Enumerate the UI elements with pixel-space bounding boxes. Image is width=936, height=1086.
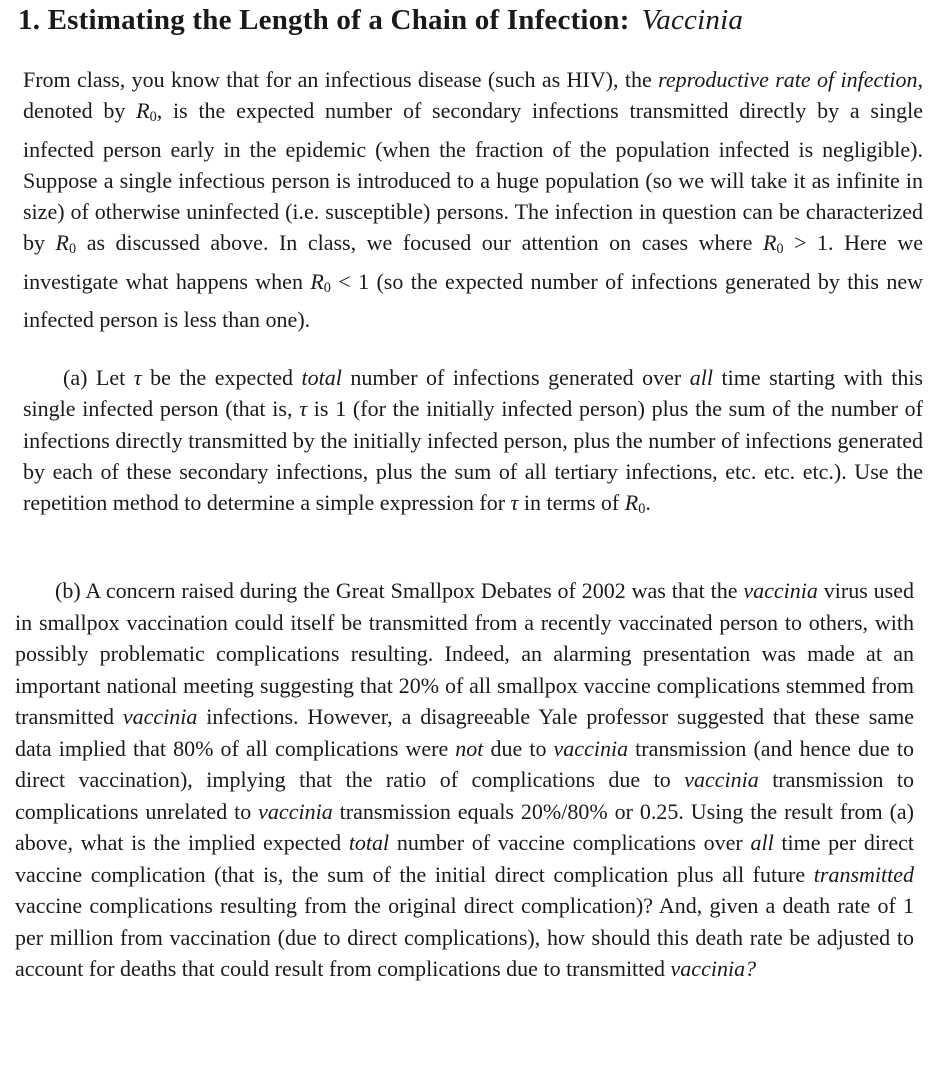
emphasis-total: total — [348, 830, 390, 855]
title-italic-word: Vaccinia — [641, 4, 744, 36]
term-vaccinia: vaccinia — [122, 704, 198, 729]
tau-symbol: τ — [510, 490, 519, 516]
tau-symbol: τ — [299, 396, 308, 422]
emphasis-transmitted: transmitted — [813, 861, 914, 887]
term-reproductive-rate: reproductive rate of infection — [658, 67, 918, 92]
part-a-paragraph: (a) Let τ be the expected total number of infections generated over all time starting with this single infected person (that is, τ is 1 (for the initially infected person) plus the sum of the number of infections directly transmitted by the initially infected person, plus the number of infections generated by each of these secondary infections, plus the sum of all tertiary infections, etc. etc. etc.). Use the repetition method to determine a simple expression for τ in terms of $R_0$. — [23, 365, 923, 518]
r0-symbol: $R_0$ — [310, 268, 331, 296]
r0-symbol: $R_0$ — [136, 98, 157, 126]
emphasis-all: all — [689, 365, 713, 390]
term-vaccinia: vaccinia — [553, 735, 629, 761]
emphasis-not: not — [455, 735, 484, 761]
problem-number: 1. — [18, 4, 41, 36]
problem-title — [18, 4, 743, 37]
title-text: Estimating the Length of a Chain of Infection: — [47, 4, 630, 36]
r0-symbol: $R_0$ — [762, 230, 784, 258]
term-vaccinia: vaccinia — [743, 578, 818, 603]
term-vaccinia: vaccinia — [684, 767, 759, 792]
term-vaccinia: vaccinia — [258, 798, 333, 824]
intro-paragraph: From class, you know that for an infectious disease (such as HIV), the reproductive rate of infection, denoted by $R_0$, is the expected number of secondary infections transmitted directly by a single infected person early in the epidemic (when the fraction of the population infected is negligible). Suppose a single infectious person is introduced to a huge population (so we will take it as infinite in size) of otherwise uninfected (i.e. susceptible) persons. The infection in question can be characterized by $R_0$ as discussed above. In class, we focused our attention on cases where $R_0 > 1$. Here we investigate what happens when $R_0 < 1$ (so the expected number of infections generated by this new infected person is less than one). — [23, 67, 924, 333]
part-b-paragraph: (b) A concern raised during the Great Smallpox Debates of 2002 was that the vaccinia virus used in smallpox vaccination could itself be transmitted from a recently vaccinated person to others, with possibly problematic complications resulting. Indeed, an alarming presentation was made at an important national meeting suggesting that 20% of all smallpox vaccine complications stemmed from transmitted vaccinia infections. However, a disagreeable Yale professor suggested that these same data implied that 80% of all complications were not due to vaccinia transmission (and hence due to direct vaccination), implying that the ratio of complications due to vaccinia transmission to complications unrelated to vaccinia transmission equals 20%/80% or 0.25. Using the result from (a) above, what is the implied expected total number of vaccine complications over all time per direct vaccine complication (that is, the sum of the initial direct complication plus all future transmitted vaccine complications resulting from the original direct complication)? And, given a death rate of 1 per million from vaccination (due to direct complications), how should this death rate be adjusted to account for deaths that could result from complications due to transmitted vaccinia? — [15, 578, 915, 981]
emphasis-all: all — [750, 830, 774, 855]
r0-symbol: $R_0$ — [624, 490, 646, 518]
term-vaccinia: vaccinia? — [670, 956, 757, 981]
r0-symbol: $R_0$ — [55, 230, 77, 258]
emphasis-total: total — [301, 365, 342, 390]
tau-symbol: τ — [133, 365, 142, 390]
